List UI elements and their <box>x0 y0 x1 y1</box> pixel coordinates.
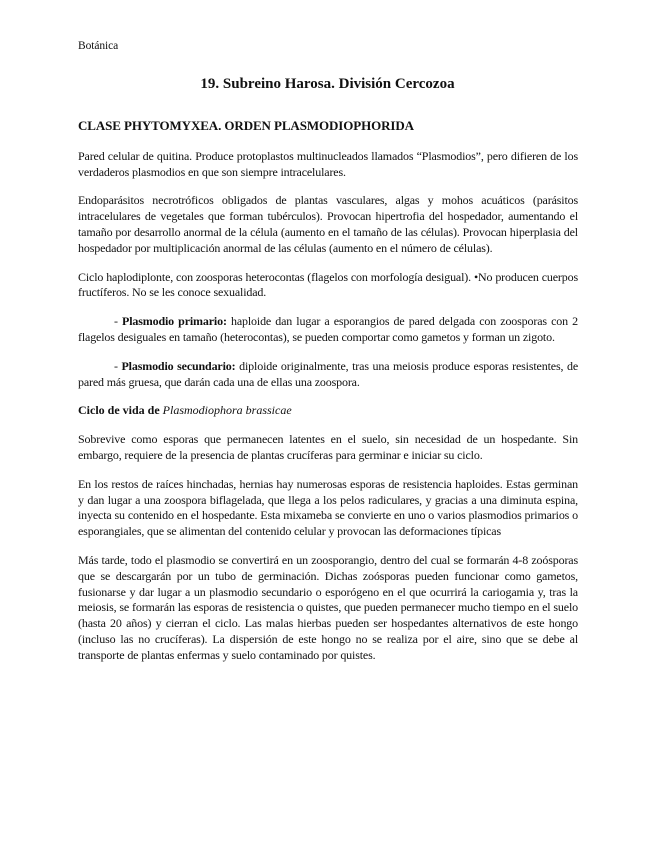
term-secondary-plasmodium: Plasmodio secundario: <box>121 358 236 373</box>
page-title: 19. Subreino Harosa. División Cercozoa <box>200 76 455 92</box>
definition-secondary-plasmodium: diploide originalmente, tras una meiosis produce esporas resistentes, de pared más gruesa, que darán cada una de ellas una zoospora. <box>78 358 578 389</box>
species-name: Plasmodiophora brassicae <box>162 403 292 418</box>
paragraph-cell-wall: Pared celular de quitina. Produce protoplastos multinucleados llamados “Plasmodios”, pero difieren de los verdaderos plasmodios en que son siempre intracelulares. <box>78 148 578 179</box>
paragraph-infection: En los restos de raíces hinchadas, hernias hay numerosas esporas de resistencia haploides. Estas germinan y dan lugar a una zoospora biflagelada, que llega a los pelos radiculares, y gracias a una diminuta espina, inyecta su contenido en el hospedante. Esta mixameba se convierte en uno o varios plasmodios primarios o esporangiales, que se alimentan del contenido celular y provocan las deformaciones típicas <box>78 476 578 539</box>
list-dash: - <box>114 314 123 329</box>
term-primary-plasmodium: Plasmodio primario: <box>122 314 227 329</box>
subheading-life-cycle <box>78 403 578 419</box>
list-dash: - <box>114 358 122 373</box>
paragraph-endoparasites: Endoparásitos necrotróficos obligados de plantas vasculares, algas y mohos acuáticos (parásitos intracelulares de vegetales que forman tubérculos). Provocan hipertrofia del hospedador, aumentando el tamaño por desarrollo anormal de la célula (aumento en el tamaño de las células). Provocan hiperplasia del hospedador por multiplicación anormal de las células (aumento en el número de células). <box>78 193 578 255</box>
running-header: Botánica <box>78 40 119 52</box>
paragraph-life-cycle-summary: Ciclo haplodiplonte, con zoosporas heterocontas (flagelos con morfología desigual). •No producen cuerpos fructíferos. No se les conoce sexualidad. <box>78 269 578 300</box>
paragraph-survival: Sobrevive como esporas que permanecen latentes en el suelo, sin necesidad de un hospedante. Sin embargo, requiere de la presencia de plantas crucíferas para germinar e iniciar su ciclo. <box>78 432 578 462</box>
paragraph-primary-plasmodium <box>78 314 578 346</box>
document-body <box>78 118 578 677</box>
paragraph-zoosporangium: Más tarde, todo el plasmodio se convertirá en un zoosporangio, dentro del cual se formarán 4-8 zoósporas que se descargarán por un tubo de germinación. Dichas zoósporas pueden funcionar como gametos, fusionarse y dar lugar a un plasmodio secundario o esporógeno en el que ocurrirá la cariogamia y, tras la meiosis, se formarán las esporas de resistencia o quistes, que pueden permanecer mucho tiempo en el suelo (hasta 20 años) y cierran el ciclo. Las malas hierbas pueden ser hospedantes alternativos de este hongo (incluso las no crucíferas). La dispersión de este hongo no se realiza por el aire, sino que se debe al transporte de plantas enfermas y suelo contaminado por quistes. <box>78 552 578 662</box>
paragraph-secondary-plasmodium <box>78 359 578 391</box>
definition-primary-plasmodium: haploide dan lugar a esporangios de pared delgada con zoosporas con 2 flagelos desiguales en tamaño (heterocontas), se pueden comportar como gametos y forman un zigoto. <box>78 314 578 344</box>
section-heading: CLASE PHYTOMYXEA. ORDEN PLASMODIOPHORIDA <box>78 118 414 133</box>
subheading-prefix: Ciclo de vida de <box>78 403 163 418</box>
